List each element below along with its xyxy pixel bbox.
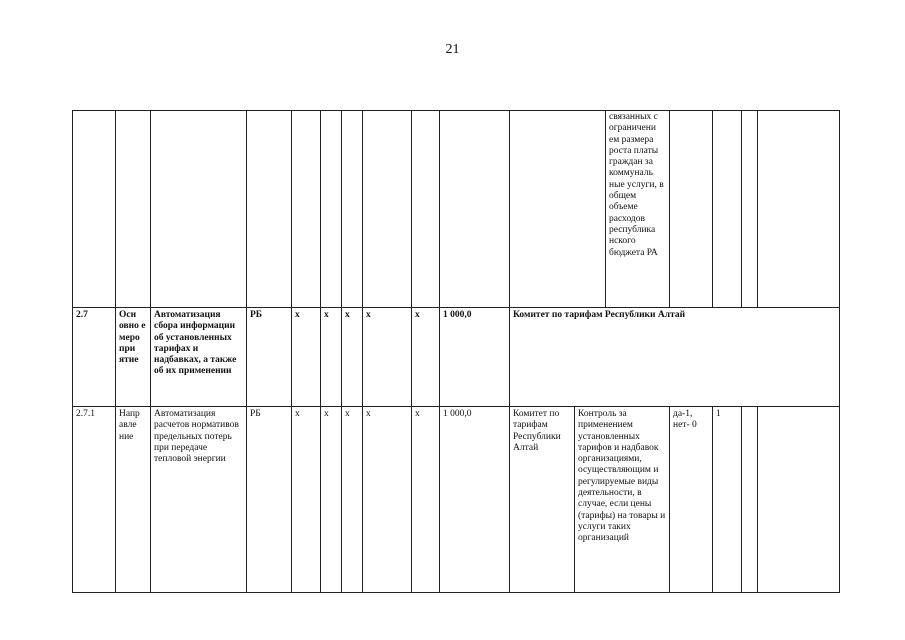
row-2-7-executor: Комитет по тарифам Республики Алтай — [513, 310, 686, 320]
row-2-7-1-name: Автоматизация расчетов нормативов предельных потерь при передаче тепловой энергии — [154, 409, 239, 465]
row-2-7-1-mark-1: х — [295, 409, 300, 419]
row-2-7-1-unit: да-1, нет- 0 — [673, 409, 697, 431]
row-2-7-mark-4: х — [366, 310, 371, 320]
page-number: 21 — [445, 42, 460, 57]
row-2-7-1-source: РБ — [250, 409, 261, 419]
row-2-7-1-kind: Напр авле ние — [119, 409, 140, 442]
row-2-7-1-amount: 1 000,0 — [443, 409, 472, 419]
row-2-7-num: 2.7 — [76, 310, 88, 320]
row-2-7-kind: Осн овно е меро при ятие — [119, 310, 146, 366]
row-2-7-1-indicator: Контроль за применением установленных тарифов и надбавок организациями, осуществляющим и регулируемые виды деятельности, в случае, если цены (тарифы) на товары и услуги таких организаций — [578, 409, 666, 544]
row-2-7-mark-2: х — [324, 310, 329, 320]
row-2-7-1-executor: Комитет по тарифам Республики Алтай — [513, 409, 561, 453]
row-2-7-amount: 1 000,0 — [443, 310, 472, 320]
row-2-7-source: РБ — [250, 310, 263, 320]
row-2-7-name: Автоматизация сбора информации об установленных тарифах и надбавках, а также об их применении — [154, 310, 237, 377]
row-2-7-1-mark-4: х — [366, 409, 371, 419]
row-2-7-1-value: 1 — [716, 409, 721, 419]
continuation-indicator-text: связанных с ограничени ем размера роста платы граждан за коммуналь ные услуги, в общем объеме расходов республика нского бюджета РА — [609, 112, 664, 258]
row-2-7-mark-5: х — [415, 310, 420, 320]
row-2-7-1-num: 2.7.1 — [76, 409, 95, 419]
row-2-7-1-mark-5: х — [415, 409, 420, 419]
row-2-7-mark-3: х — [345, 310, 350, 320]
row-2-7-1-mark-2: х — [324, 409, 329, 419]
row-2-7-1-mark-3: х — [345, 409, 350, 419]
row-2-7-mark-1: х — [295, 310, 300, 320]
